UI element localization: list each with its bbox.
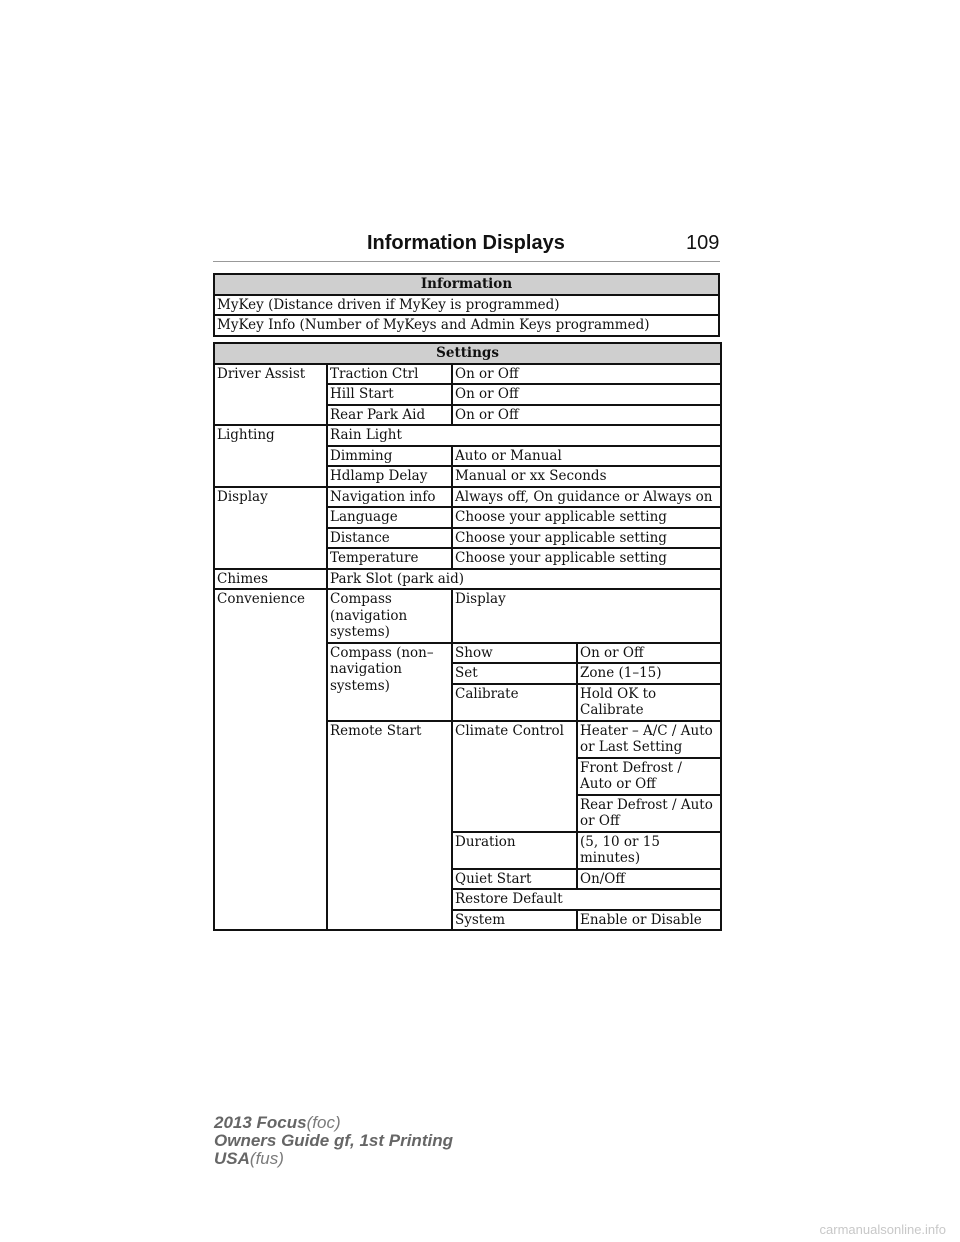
- value-system: Enable or Disable: [577, 910, 721, 931]
- footer-guide: Owners Guide gf, 1st Printing: [214, 1131, 453, 1150]
- setting-language: Language: [327, 507, 452, 528]
- settings-table: [213, 342, 722, 931]
- page-title: Information Displays: [367, 232, 565, 254]
- setting-park-slot: Park Slot (park aid): [327, 569, 721, 590]
- setting-climate-control: Climate Control: [452, 721, 577, 832]
- setting-rear-park-aid: Rear Park Aid: [327, 405, 452, 426]
- setting-hill-start: Hill Start: [327, 384, 452, 405]
- footer-model: 2013 Focus: [214, 1113, 307, 1132]
- header-rule: [213, 261, 720, 262]
- setting-compass-set: Set: [452, 663, 577, 684]
- category-lighting: Lighting: [214, 425, 327, 487]
- value-dimming: Auto or Manual: [452, 446, 721, 467]
- value-compass-show: On or Off: [577, 643, 721, 664]
- footer-model-code: (foc): [306, 1113, 341, 1132]
- value-hdlamp-delay: Manual or xx Seconds: [452, 466, 721, 487]
- setting-temperature: Temperature: [327, 548, 452, 569]
- info-row-mykey-info: MyKey Info (Number of MyKeys and Admin Keys programmed): [214, 315, 719, 336]
- page-number: 109: [686, 232, 720, 254]
- value-quiet-start: On/Off: [577, 869, 721, 890]
- setting-compass-show: Show: [452, 643, 577, 664]
- setting-remote-start: Remote Start: [327, 721, 452, 931]
- setting-dimming: Dimming: [327, 446, 452, 467]
- footer-region: USA: [214, 1149, 250, 1168]
- value-duration: (5, 10 or 15 minutes): [577, 832, 721, 869]
- value-rear-defrost: Rear Defrost / Auto or Off: [577, 795, 721, 832]
- settings-heading: Settings: [214, 343, 721, 364]
- setting-quiet-start: Quiet Start: [452, 869, 577, 890]
- value-traction-ctrl: On or Off: [452, 364, 721, 385]
- setting-duration: Duration: [452, 832, 577, 869]
- setting-compass-calibrate: Calibrate: [452, 684, 577, 721]
- value-compass-calibrate: Hold OK to Calibrate: [577, 684, 721, 721]
- setting-distance: Distance: [327, 528, 452, 549]
- info-row-mykey: MyKey (Distance driven if MyKey is programmed): [214, 295, 719, 316]
- setting-restore-default: Restore Default: [452, 889, 721, 910]
- footer-region-code: (fus): [249, 1149, 284, 1168]
- setting-compass-nav: Compass (navigation systems): [327, 589, 452, 643]
- setting-navigation-info: Navigation info: [327, 487, 452, 508]
- value-front-defrost: Front Defrost / Auto or Off: [577, 758, 721, 795]
- value-rear-park-aid: On or Off: [452, 405, 721, 426]
- value-language: Choose your applicable setting: [452, 507, 721, 528]
- setting-traction-ctrl: Traction Ctrl: [327, 364, 452, 385]
- category-convenience: Convenience: [214, 589, 327, 930]
- print-footer: [214, 1114, 453, 1168]
- value-distance: Choose your applicable setting: [452, 528, 721, 549]
- setting-compass-non-nav: Compass (non–navigation systems): [327, 643, 452, 721]
- watermark: carmanualsonline.info: [819, 1222, 946, 1237]
- setting-system: System: [452, 910, 577, 931]
- setting-rain-light: Rain Light: [327, 425, 721, 446]
- value-heater-ac: Heater – A/C / Auto or Last Setting: [577, 721, 721, 758]
- value-navigation-info: Always off, On guidance or Always on: [452, 487, 721, 508]
- value-compass-set: Zone (1–15): [577, 663, 721, 684]
- setting-hdlamp-delay: Hdlamp Delay: [327, 466, 452, 487]
- value-temperature: Choose your applicable setting: [452, 548, 721, 569]
- information-table: [213, 273, 720, 337]
- value-compass-nav: Display: [452, 589, 721, 643]
- information-heading: Information: [214, 274, 719, 295]
- category-chimes: Chimes: [214, 569, 327, 590]
- category-driver-assist: Driver Assist: [214, 364, 327, 426]
- value-hill-start: On or Off: [452, 384, 721, 405]
- category-display: Display: [214, 487, 327, 569]
